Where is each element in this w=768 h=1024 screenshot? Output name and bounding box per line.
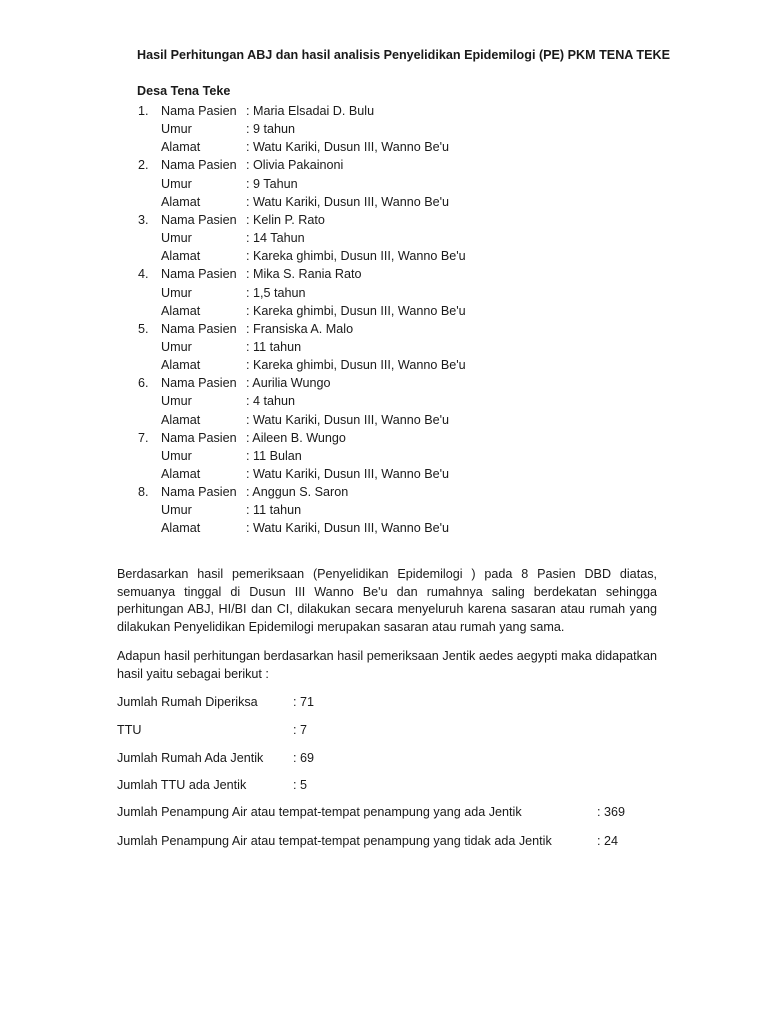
- field-label-name: Nama Pasien: [161, 430, 237, 445]
- patient-7-name-row: [0, 429, 768, 447]
- stat-value: : 7: [293, 723, 308, 737]
- patient-number: 2.: [138, 158, 149, 173]
- patient-1-age-row: [0, 120, 768, 138]
- patient-6-age-row: [0, 392, 768, 410]
- patient-6-name-row: [0, 374, 768, 392]
- field-value-address: : Watu Kariki, Dusun III, Wanno Be'u: [246, 140, 450, 155]
- field-value-address: : Watu Kariki, Dusun III, Wanno Be'u: [246, 412, 450, 427]
- patient-2-address-row: [0, 193, 768, 211]
- patient-5-address-row: [0, 356, 768, 374]
- field-value-address: : Kareka ghimbi, Dusun III, Wanno Be'u: [246, 358, 466, 373]
- stat-row: [117, 832, 677, 850]
- stat-label: Jumlah Penampung Air atau tempat-tempat penampung yang ada Jentik: [117, 805, 522, 819]
- patient-1-address-row: [0, 138, 768, 156]
- stat-label: Jumlah TTU ada Jentik: [117, 778, 247, 792]
- field-value-age: : 9 tahun: [246, 122, 296, 137]
- patient-number: 8.: [138, 485, 149, 500]
- village-heading: Desa Tena Teke: [137, 84, 231, 98]
- patient-6-address-row: [0, 411, 768, 429]
- field-value-age: : 11 Bulan: [246, 448, 302, 463]
- patient-5-name-row: [0, 320, 768, 338]
- stat-value: : 5: [293, 778, 308, 792]
- field-label-address: Alamat: [161, 358, 201, 373]
- field-label-address: Alamat: [161, 412, 201, 427]
- field-label-age: Umur: [161, 339, 192, 354]
- field-value-name: : Anggun S. Saron: [246, 485, 349, 500]
- field-label-address: Alamat: [161, 303, 201, 318]
- field-label-address: Alamat: [161, 521, 201, 536]
- stat-row: [117, 721, 677, 739]
- patient-2-age-row: [0, 175, 768, 193]
- field-value-address: : Watu Kariki, Dusun III, Wanno Be'u: [246, 467, 450, 481]
- field-value-age: : 4 tahun: [246, 394, 296, 409]
- stat-label: TTU: [117, 723, 142, 737]
- field-label-age: Umur: [161, 285, 192, 300]
- stat-row: [117, 693, 677, 711]
- document-title: Hasil Perhitungan ABJ dan hasil analisis Penyelidikan Epidemilogi (PE) PKM TENA TEKE: [137, 48, 671, 62]
- field-label-age: Umur: [161, 394, 192, 409]
- patient-3-name-row: [0, 211, 768, 229]
- patient-4-address-row: [0, 302, 768, 320]
- field-value-age: : 11 tahun: [246, 339, 302, 354]
- field-label-address: Alamat: [161, 249, 201, 264]
- field-label-age: Umur: [161, 503, 192, 518]
- stat-label: Jumlah Penampung Air atau tempat-tempat penampung yang tidak ada Jentik: [117, 834, 552, 848]
- field-label-age: Umur: [161, 122, 192, 137]
- patient-number: 7.: [138, 430, 149, 445]
- field-value-name: : Olivia Pakainoni: [246, 158, 344, 173]
- field-label-name: Nama Pasien: [161, 321, 237, 336]
- stat-value: : 71: [293, 695, 315, 709]
- patient-7-age-row: [0, 447, 768, 465]
- field-value-address: : Kareka ghimbi, Dusun III, Wanno Be'u: [246, 249, 466, 264]
- stat-value: : 369: [597, 805, 626, 819]
- field-label-name: Nama Pasien: [161, 267, 237, 282]
- field-label-age: Umur: [161, 448, 192, 463]
- field-value-name: : Fransiska A. Malo: [246, 321, 354, 336]
- field-value-name: : Aileen B. Wungo: [246, 430, 346, 445]
- patient-number: 6.: [138, 376, 149, 391]
- patient-3-address-row: [0, 247, 768, 265]
- field-value-address: : Kareka ghimbi, Dusun III, Wanno Be'u: [246, 303, 466, 318]
- field-label-name: Nama Pasien: [161, 485, 237, 500]
- patient-4-age-row: [0, 284, 768, 302]
- patient-5-age-row: [0, 338, 768, 356]
- patient-4-name-row: [0, 265, 768, 283]
- stat-row: [117, 776, 677, 794]
- field-value-name: : Mika S. Rania Rato: [246, 267, 362, 282]
- patient-number: 4.: [138, 267, 149, 282]
- field-label-address: Alamat: [161, 194, 201, 209]
- field-label-name: Nama Pasien: [161, 104, 237, 118]
- field-value-age: : 9 Tahun: [246, 176, 298, 191]
- patient-8-age-row: [0, 501, 768, 519]
- stat-label: Jumlah Rumah Diperiksa: [117, 695, 258, 709]
- stat-label: Jumlah Rumah Ada Jentik: [117, 751, 264, 765]
- field-label-address: Alamat: [161, 140, 201, 155]
- field-label-name: Nama Pasien: [161, 376, 237, 391]
- paragraph-summary: Berdasarkan hasil pemeriksaan (Penyelidikan Epidemilogi ) pada 8 Pasien DBD diatas, semuanya tinggal di Dusun III Wanno Be'u dan rumahnya saling berdekatan sehingga perhitungan ABJ, HI/BI dan CI, dilakukan secara menyeluruh karena sasaran atau rumah yang dilakukan Penyelidikan Epidemilogi merupakan sasaran atau rumah yang sama.: [117, 567, 657, 635]
- patient-7-address-row: [0, 465, 768, 483]
- field-value-address: : Watu Kariki, Dusun III, Wanno Be'u: [246, 521, 450, 536]
- field-value-name: : Aurilia Wungo: [246, 376, 331, 391]
- field-label-name: Nama Pasien: [161, 212, 237, 227]
- field-label-name: Nama Pasien: [161, 158, 237, 173]
- stat-value: : 24: [597, 834, 619, 848]
- patient-number: 1.: [138, 104, 149, 118]
- patient-2-name-row: [0, 156, 768, 174]
- stat-value: : 69: [293, 751, 315, 765]
- field-label-age: Umur: [161, 176, 192, 191]
- paragraph-results-intro: Adapun hasil perhitungan berdasarkan hasil pemeriksaan Jentik aedes aegypti maka didapatkan hasil yaitu sebagai berikut :: [117, 649, 657, 681]
- field-label-age: Umur: [161, 231, 192, 246]
- field-value-address: : Watu Kariki, Dusun III, Wanno Be'u: [246, 194, 450, 209]
- field-value-name: : Maria Elsadai D. Bulu: [246, 104, 375, 118]
- field-value-age: : 11 tahun: [246, 503, 302, 518]
- stat-row: [117, 749, 677, 767]
- patient-8-address-row: [0, 519, 768, 537]
- patient-3-age-row: [0, 229, 768, 247]
- patient-number: 3.: [138, 212, 149, 227]
- patient-number: 5.: [138, 321, 149, 336]
- patient-1-name-row: [0, 102, 768, 120]
- field-label-address: Alamat: [161, 467, 201, 481]
- patient-8-name-row: [0, 483, 768, 501]
- field-value-age: : 14 Tahun: [246, 231, 305, 246]
- field-value-name: : Kelin P. Rato: [246, 212, 325, 227]
- stat-row: [117, 803, 677, 821]
- field-value-age: : 1,5 tahun: [246, 285, 306, 300]
